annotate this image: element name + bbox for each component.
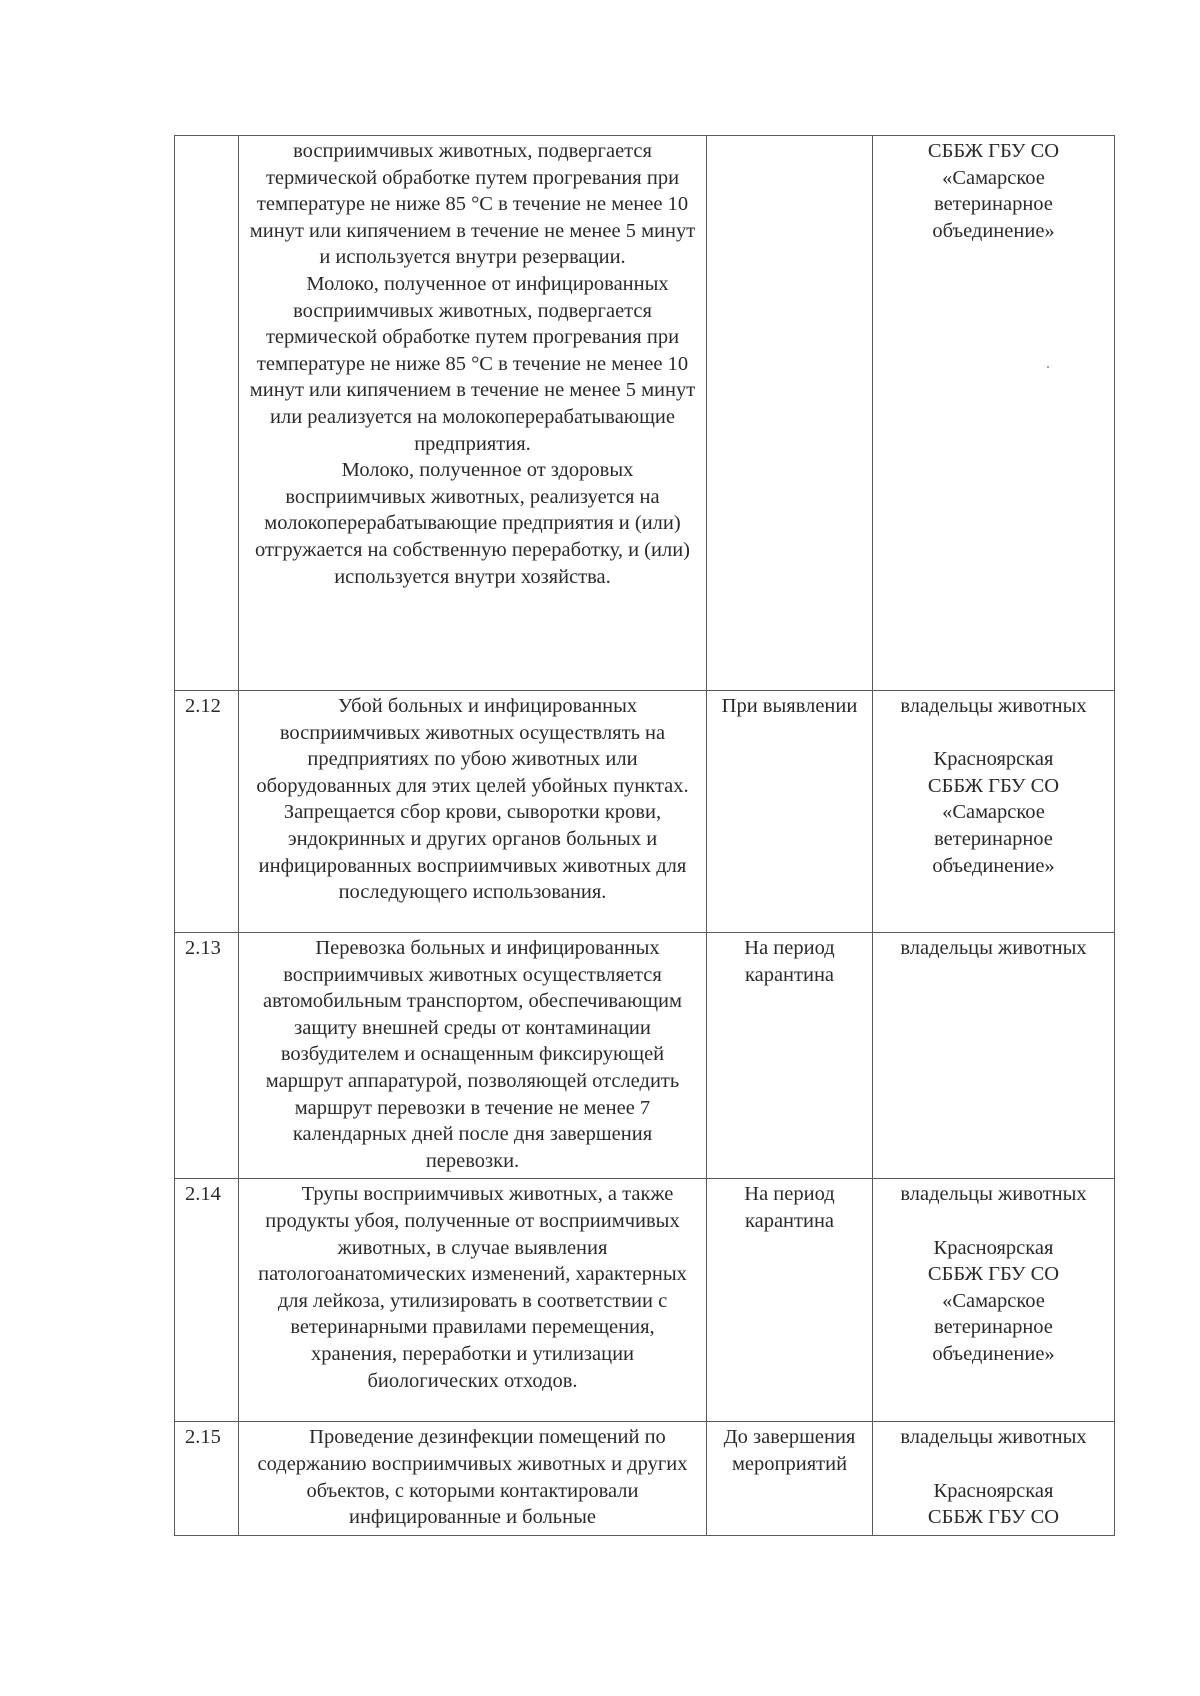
table-row — [175, 1422, 1115, 1535]
measure-term: На период карантина — [707, 1179, 873, 1422]
scan-speck — [1047, 366, 1049, 368]
measure-responsible — [873, 136, 1115, 691]
table-row — [175, 691, 1115, 933]
responsible-line: Красноярская — [933, 748, 1054, 771]
responsible-line: Красноярская — [933, 1236, 1054, 1259]
responsible-line: «Самарское — [942, 1289, 1045, 1312]
measure-responsible — [873, 1422, 1115, 1535]
item-number: 2.14 — [175, 1179, 239, 1422]
responsible-owner: владельцы животных — [900, 937, 1087, 959]
item-number: 2.12 — [175, 691, 239, 933]
responsible-line: ветеринарное — [934, 1316, 1053, 1339]
measure-description — [239, 1422, 707, 1535]
measure-paragraph: Молоко, полученное от инфицированных восприимчивых животных, подвергается термической обработке путем прогревания при температуре не ниже 85 °С в течение не менее 10 минут или кипячением в течение не менее 5 минут или реализуется на молокоперерабатывающие предприятия. — [249, 272, 696, 455]
measure-responsible — [873, 1179, 1115, 1422]
responsible-owner: владельцы животных — [900, 1426, 1087, 1449]
responsible-line: СББЖ ГБУ СО — [927, 1263, 1060, 1286]
measure-paragraph: Молоко, полученное от здоровых восприимчивых животных, реализуется на молокоперерабатывающие предприятия и (или) отгружается на собственную переработку, и (или) используется внутри хозяйства. — [254, 459, 691, 588]
responsible-line: объединение» — [932, 854, 1055, 877]
measure-description — [239, 136, 707, 691]
item-number: 2.13 — [175, 933, 239, 1179]
table-row — [175, 136, 1115, 691]
responsible-spacer — [879, 720, 1108, 747]
measure-responsible — [873, 691, 1115, 933]
responsible-line: ветеринарное — [934, 827, 1053, 850]
responsible-spacer — [879, 1208, 1108, 1235]
measure-paragraph: Убой больных и инфицированных восприимчивых животных осуществлять на предприятиях по убою животных или оборудованных для этих целей убойных пунктах. Запрещается сбор крови, сыворотки крови, эндокринных и других органов больных и инфицированных восприимчивых животных для последующего использования. — [256, 695, 689, 904]
responsible-line: «Самарское — [942, 166, 1045, 189]
responsible-owner: владельцы животных — [900, 1183, 1087, 1206]
measure-term: На период карантина — [707, 933, 873, 1179]
table-row — [175, 933, 1115, 1179]
measure-responsible — [873, 933, 1115, 1179]
measure-description — [239, 691, 707, 933]
measure-description — [239, 933, 707, 1179]
responsible-line: Красноярская — [933, 1479, 1054, 1502]
responsible-line: «Самарское — [942, 801, 1045, 824]
item-number: 2.15 — [175, 1422, 239, 1535]
measure-paragraph: Проведение дезинфекции помещений по содержанию восприимчивых животных и других объектов, с которыми контактировали инфицированные и больные — [257, 1426, 688, 1529]
responsible-spacer — [879, 1451, 1108, 1478]
measure-paragraph: Перевозка больных и инфицированных восприимчивых животных осуществляется автомобильным транспортом, обеспечивающим защиту внешней среды от контаминации возбудителем и оснащенным фиксирующей маршрут аппаратурой, позволяющей отследить маршрут перевозки в течение не менее 7 календарных дней после дня завершения перевозки. — [263, 937, 682, 1172]
measure-term: При выявлении — [707, 691, 873, 933]
measure-paragraph: восприимчивых животных, подвергается термической обработке путем прогревания при температуре не ниже 85 °С в течение не менее 10 минут или кипячением в течение не менее 5 минут и используется внутри резервации. — [249, 140, 696, 269]
measure-term — [707, 136, 873, 691]
measure-paragraph: Трупы восприимчивых животных, а также продукты убоя, полученные от восприимчивых животных, в случае выявления патологоанатомических изменений, характерных для лейкоза, утилизировать в соответствии с ветеринарными правилами перемещения, хранения, переработки и утилизации биологических отходов. — [258, 1183, 687, 1392]
item-number — [175, 136, 239, 691]
responsible-line: ветеринарное — [934, 193, 1053, 216]
responsible-line: СББЖ ГБУ СО — [927, 774, 1060, 797]
measure-term: До завершения мероприятий — [707, 1422, 873, 1535]
responsible-line: объединение» — [932, 219, 1055, 242]
measure-description — [239, 1179, 707, 1422]
table-row — [175, 1179, 1115, 1422]
measures-table — [174, 135, 1115, 1536]
responsible-owner: владельцы животных — [900, 695, 1087, 717]
responsible-line: объединение» — [932, 1342, 1055, 1365]
responsible-line: СББЖ ГБУ СО — [927, 1506, 1060, 1529]
responsible-line: СББЖ ГБУ СО — [927, 140, 1060, 162]
